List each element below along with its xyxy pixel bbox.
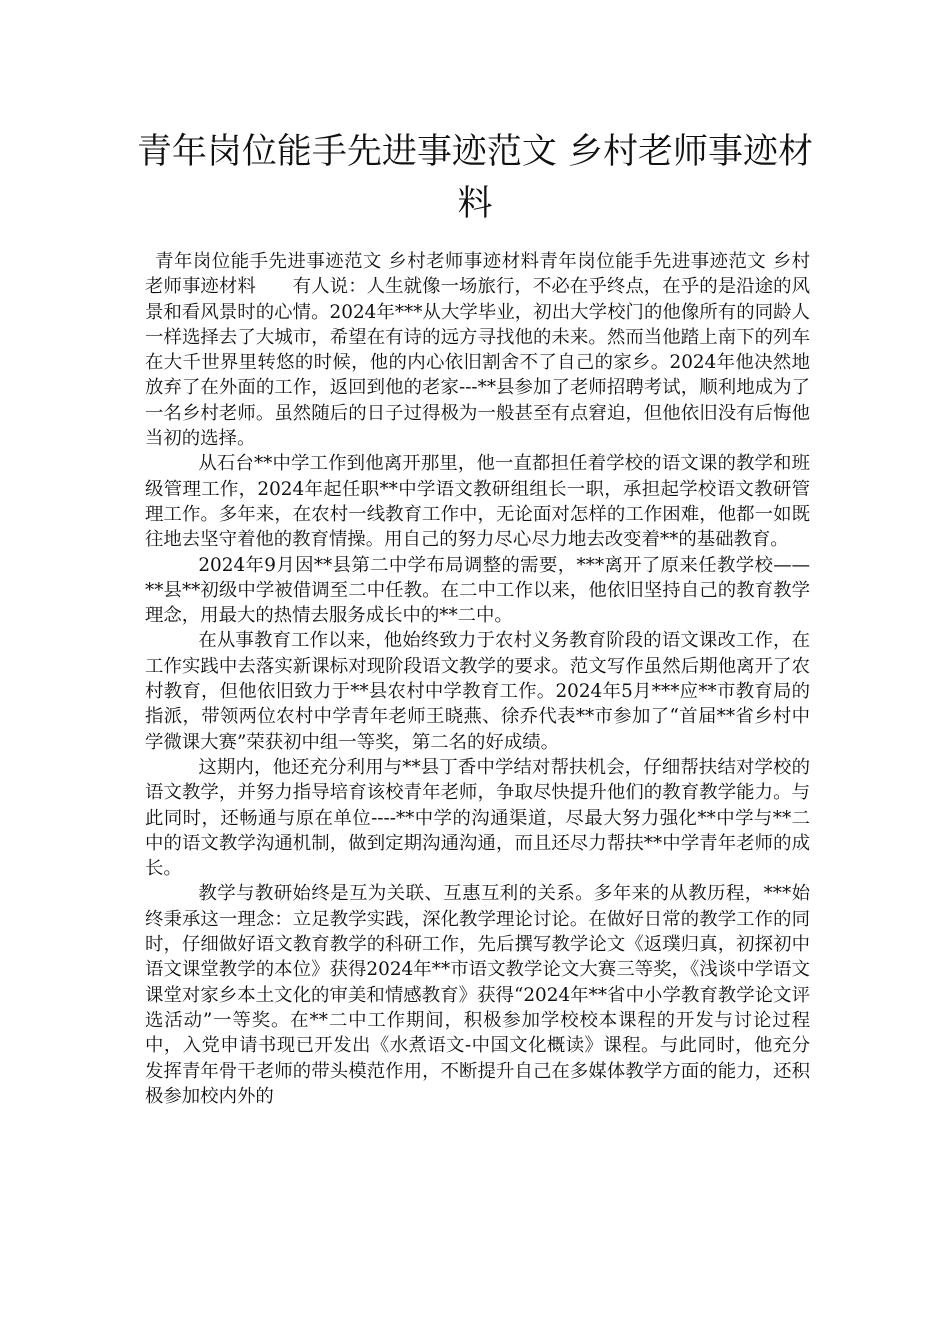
document-title: 青年岗位能手先进事迹范文 乡村老师事迹材料 — [136, 132, 814, 224]
paragraph-6: 教学与教研始终是互为关联、互惠互利的关系。多年来的从教历程，***始终秉承这一理念：立足教学实践，深化教学理论讨论。在做好日常的教学工作的同时，仔细做好语文教育教学的科研工作，先后撰写教学论文《返璞归真，初探初中语文课堂教学的本位》获得2024年**市语文教学论文大赛三等奖，《浅谈中学语文课堂对家乡本土文化的审美和情感教育》获得“2024年**省中小学教育教学论文评选活动”一等奖。在**二中工作期间，积极参加学校校本课程的开发与讨论过程中，入党申请书现已开发出《水煮语文-中国文化概读》课程。与此同时，他充分发挥青年骨干老师的带头模范作用，不断提升自己在多媒体教学方面的能力，还积极参加校内外的 — [145, 883, 810, 1107]
paragraph-5: 这期内，他还充分利用与**县丁香中学结对帮扶机会，仔细帮扶结对学校的语文教学，并努力指导培育该校青年老师，争取尽快提升他们的教育教学能力。与此同时，还畅通与原在单位----**中学的沟通渠道，尽最大努力强化**中学与**二中的语文教学沟通机制，做到定期沟通沟通，而且还尽力帮扶**中学青年老师的成长。 — [145, 756, 810, 880]
paragraph-3: 2024年9月因**县第二中学布局调整的需要，***离开了原来任教学校——**县**初级中学被借调至二中任教。在二中工作以来，他依旧坚持自己的教育教学理念，用最大的热情去服务成长中的**二中。 — [145, 554, 810, 627]
paragraph-2: 从石台**中学工作到他离开那里，他一直都担任着学校的语文课的教学和班级管理工作，2024年起任职**中学语文教研组组长一职，承担起学校语文教研管理工作。多年来，在农村一线教育工作中，无论面对怎样的工作困难，他都一如既往地去坚守着他的教育情操。用自己的努力尽心尽力地去改变着**的基础教育。 — [145, 453, 810, 551]
paragraph-4: 在从事教育工作以来，他始终致力于农村义务教育阶段的语文课改工作，在工作实践中去落实新课标对现阶段语文教学的要求。范文写作虽然后期他离开了农村教育，但他依旧致力于**县农村中学教育工作。2024年5月***应**市教育局的指派，带领两位农村中学青年老师王晓燕、徐乔代表**市参加了“首届**省乡村中学微课大赛”荣获初中组一等奖，第二名的好成绩。 — [145, 630, 810, 753]
document-body — [145, 249, 810, 1109]
paragraph-1: 青年岗位能手先进事迹范文 乡村老师事迹材料青年岗位能手先进事迹范文 乡村老师事迹材料 有人说：人生就像一场旅行，不必在乎终点，在乎的是沿途的风景和看风景时的心情。2024年***从大学毕业，初出大学校门的他像所有的同龄人一样选择去了大城市，希望在有诗的远方寻找他的未来。然而当他踏上南下的列车在大千世界里转悠的时候，他的内心依旧割舍不了自己的家乡。2024年他决然地放弃了在外面的工作，返回到他的老家---**县参加了老师招聘考试，顺利地成为了一名乡村老师。虽然随后的日子过得极为一般甚至有点窘迫，但他依旧没有后悔他当初的选择。 — [145, 251, 810, 450]
